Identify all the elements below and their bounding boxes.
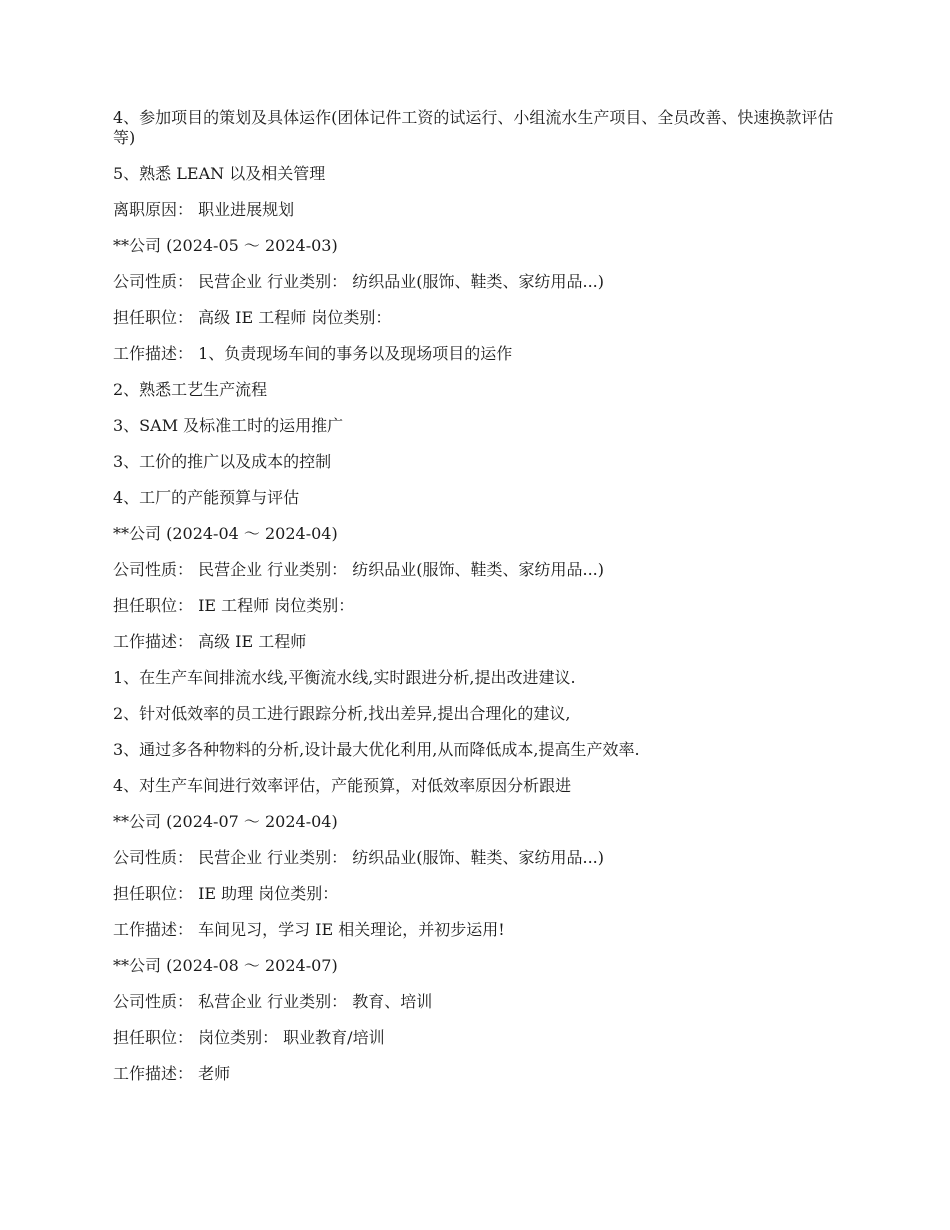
company-header-1: **公司 (2024-05 ～ 2024-03) [113,236,338,255]
position-3: 担任职位： IE 助理 岗位类别： [113,884,339,903]
company-nature-3: 公司性质： 民营企业 行业类别： 纺织品业(服饰、鞋类、家纺用品...) [113,848,605,867]
company-header-3: **公司 (2024-07 ～ 2024-04) [113,812,338,831]
duty-item: 2、熟悉工艺生产流程 [113,380,268,399]
job-description-3: 工作描述： 车间见习，学习 IE 相关理论，并初步运用! [113,920,505,939]
document-body [113,108,843,1100]
company-nature-1: 公司性质： 民营企业 行业类别： 纺织品业(服饰、鞋类、家纺用品...) [113,272,605,291]
duty-item: 4、对生产车间进行效率评估，产能预算，对低效率原因分析跟进 [113,776,572,795]
position-1: 担任职位： 高级 IE 工程师 岗位类别： [113,308,392,327]
company-nature-4: 公司性质： 私营企业 行业类别： 教育、培训 [113,992,433,1011]
position-2: 担任职位： IE 工程师 岗位类别： [113,596,355,615]
duty-item: 1、在生产车间排流水线,平衡流水线,实时跟进分析,提出改进建议. [113,668,576,687]
duty-item: 3、通过多各种物料的分析,设计最大优化利用,从而降低成本,提高生产效率. [113,740,640,759]
leave-reason: 离职原因： 职业进展规划 [113,200,295,219]
duty-item: 3、SAM 及标准工时的运用推广 [113,416,344,435]
company-nature-2: 公司性质： 民营企业 行业类别： 纺织品业(服饰、鞋类、家纺用品...) [113,560,605,579]
company-header-4: **公司 (2024-08 ～ 2024-07) [113,956,338,975]
job-description-4: 工作描述： 老师 [113,1064,231,1083]
job-description-1: 工作描述： 1、负责现场车间的事务以及现场项目的运作 [113,344,513,363]
duty-item: 2、针对低效率的员工进行跟踪分析,找出差异,提出合理化的建议, [113,704,571,723]
company-header-2: **公司 (2024-04 ～ 2024-04) [113,524,338,543]
duty-item-4-project-planning: 4、参加项目的策划及具体运作(团体记件工资的试运行、小组流水生产项目、全员改善、快速换款评估等) [113,108,834,147]
position-4: 担任职位： 岗位类别： 职业教育/培训 [113,1028,385,1047]
duty-item: 3、工价的推广以及成本的控制 [113,452,332,471]
duty-item-5-lean: 5、熟悉 LEAN 以及相关管理 [113,164,326,183]
duty-item: 4、工厂的产能预算与评估 [113,488,300,507]
job-description-2: 工作描述： 高级 IE 工程师 [113,632,307,651]
